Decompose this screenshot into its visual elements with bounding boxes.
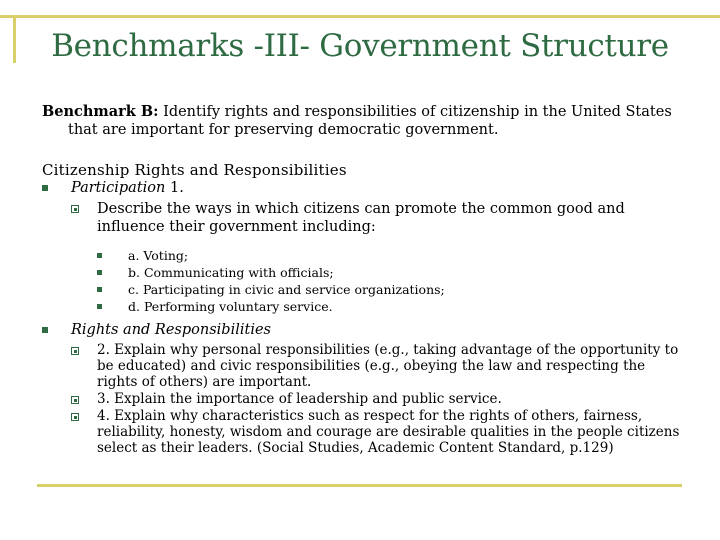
benchmark-text: Identify rights and responsibilities of citizenship in the United States that are important for preserving democratic government. (68, 104, 672, 138)
subitem-text: d. Performing voluntary service. (128, 299, 333, 314)
list-item (71, 200, 682, 315)
rights-item-text: 4. Explain why characteristics such as respect for the rights of others, fairness, reliability, honesty, wisdom and courage are desirable qualities in the people citizens select as their leaders. (Social Studies, Academic Content Standard, p.129) (97, 408, 680, 456)
square-bullet-icon (42, 327, 48, 333)
bottom-accent-line (37, 484, 682, 487)
rights-sublist (71, 342, 682, 456)
participation-subitems (97, 247, 682, 315)
list-item-participation (42, 179, 682, 315)
list-item (97, 247, 682, 264)
slide-body (42, 103, 682, 456)
rights-item-text: 3. Explain the importance of leadership and public service. (97, 391, 502, 407)
top-accent-line (0, 15, 720, 18)
rights-label: Rights and Responsibilities (71, 322, 271, 338)
subitem-text: c. Participating in civic and service organizations; (128, 282, 445, 297)
boxed-bullet-icon (71, 396, 79, 404)
square-bullet-icon (97, 287, 102, 292)
list-item (97, 298, 682, 315)
list-item-rights (42, 321, 682, 456)
participation-sublist (71, 200, 682, 315)
boxed-bullet-icon (71, 347, 79, 355)
list-item (71, 391, 682, 407)
section-heading: Citizenship Rights and Responsibilities (42, 161, 347, 179)
participation-item-text: Describe the ways in which citizens can promote the common good and influence their government including: (97, 201, 625, 235)
list-item (97, 281, 682, 298)
list-item (71, 408, 682, 456)
benchmark-statement (42, 103, 682, 139)
square-bullet-icon (97, 253, 102, 258)
square-bullet-icon (42, 185, 48, 191)
list-item (71, 342, 682, 390)
boxed-bullet-icon (71, 205, 79, 213)
square-bullet-icon (97, 270, 102, 275)
participation-suffix: 1. (165, 180, 184, 196)
boxed-bullet-icon (71, 413, 79, 421)
benchmark-label: Benchmark B: (42, 103, 159, 120)
subitem-text: b. Communicating with officials; (128, 265, 334, 280)
slide-title: Benchmarks -III- Government Structure (51, 28, 669, 64)
square-bullet-icon (97, 304, 102, 309)
subitem-text: a. Voting; (128, 248, 189, 263)
participation-label: Participation (71, 180, 166, 196)
rights-item-text: 2. Explain why personal responsibilities (e.g., taking advantage of the opportunity to be educated) and civic responsibilities (e.g., obeying the law and respecting the rights of others) are important. (97, 342, 679, 390)
list-item (97, 264, 682, 281)
outline-list (42, 179, 682, 456)
